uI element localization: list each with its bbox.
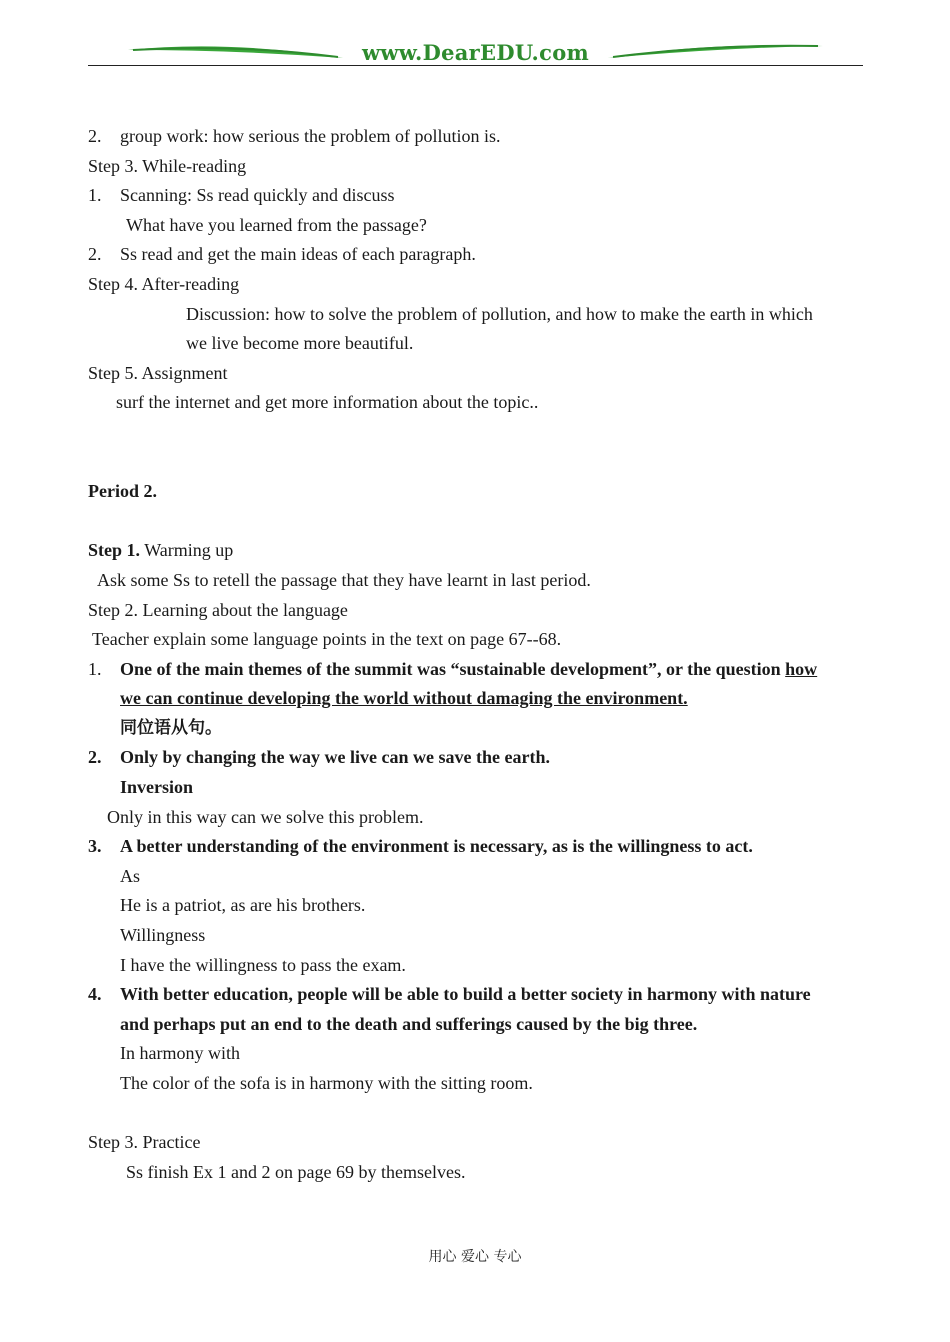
step-title: Warming up [140, 540, 234, 561]
discussion-text: we live become more beautiful. [186, 333, 414, 354]
list-text: group work: how serious the problem of pollution is. [120, 126, 501, 146]
example-sentence: Only in this way can we solve this problem. [107, 806, 424, 827]
point-text: and perhaps put an end to the death and sufferings caused by the big three. [120, 1013, 698, 1034]
question-text: What have you learned from the passage? [126, 214, 427, 235]
header-rule [88, 65, 863, 66]
assignment-text: surf the internet and get more information about the topic.. [116, 392, 539, 413]
step-text: Ss finish Ex 1 and 2 on page 69 by themselves. [126, 1161, 466, 1182]
list-number: 2. [88, 126, 102, 146]
list-number: 1. [88, 185, 102, 206]
language-point [88, 655, 863, 685]
example-sentence: The color of the sofa is in harmony with the sitting room. [120, 1073, 533, 1093]
grammar-note: Inversion [120, 777, 194, 798]
step-label: Step 1. [88, 540, 141, 561]
language-point [88, 743, 863, 773]
list-item [88, 240, 863, 270]
discussion-text: Discussion: how to solve the problem of pollution, and how to make the earth in which [186, 303, 813, 324]
language-point [88, 832, 863, 862]
step-text: Teacher explain some language points in the text on page 67--68. [92, 629, 562, 650]
page-footer: 用心 爱心 专心 [428, 1249, 522, 1265]
keyword: As [120, 865, 141, 886]
list-number: 2. [88, 747, 102, 768]
point-text: One of the main themes of the summit was “sustainable development”, or the question [120, 658, 786, 679]
list-number: 3. [88, 836, 102, 857]
step-heading: Step 3. While-reading [88, 155, 247, 176]
point-text: Only by changing the way we live can we save the earth. [120, 747, 550, 768]
list-number: 4. [88, 984, 102, 1005]
keyword: Willingness [120, 925, 206, 946]
language-point [88, 980, 863, 1010]
document-body [88, 122, 863, 1187]
grammar-note: 同位语从句。 [120, 717, 222, 738]
period-heading: Period 2. [88, 481, 157, 502]
point-underlined: we can continue developing the world without damaging the environment. [120, 688, 688, 709]
page-header [88, 38, 863, 68]
step-heading: Step 3. Practice [88, 1132, 201, 1153]
step-heading: Step 2. Learning about the language [88, 599, 348, 620]
step-heading: Step 5. Assignment [88, 362, 228, 383]
list-number: 1. [88, 658, 102, 679]
point-text: A better understanding of the environment is necessary, as is the willingness to act. [120, 836, 753, 857]
list-text: Scanning: Ss read quickly and discuss [120, 185, 395, 206]
example-sentence: He is a patriot, as are his brothers. [120, 895, 366, 916]
list-number: 2. [88, 244, 102, 265]
step-text: Ask some Ss to retell the passage that they have learnt in last period. [97, 569, 591, 590]
list-item [88, 181, 863, 211]
site-logo[interactable]: www.DearEDU.com [361, 40, 590, 65]
step-heading [88, 536, 863, 566]
keyword: In harmony with [120, 1043, 240, 1064]
example-sentence: I have the willingness to pass the exam. [120, 954, 406, 975]
list-text: Ss read and get the main ideas of each paragraph. [120, 244, 476, 265]
step-heading: Step 4. After-reading [88, 273, 240, 294]
list-item [88, 122, 863, 152]
point-underlined: how [785, 658, 818, 679]
point-text: With better education, people will be able to build a better society in harmony with nature [120, 984, 811, 1005]
